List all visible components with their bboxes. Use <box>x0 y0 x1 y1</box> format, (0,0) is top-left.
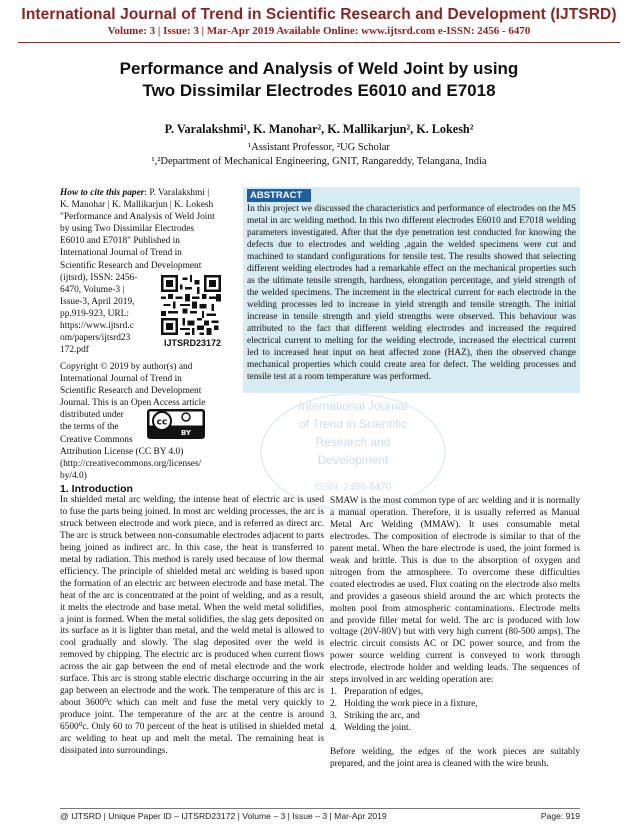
qr-code-icon <box>161 275 221 335</box>
list-item <box>330 711 580 723</box>
copyright-line: Attribution License (CC BY 4.0) <box>60 446 184 457</box>
paragraph-gap <box>330 735 580 747</box>
cc-by-license-icon <box>147 409 205 439</box>
list-number: 4. <box>330 723 338 734</box>
cc-badge-label: cc <box>156 417 168 428</box>
citation-url[interactable]: om/papers/ijtsrd23 <box>60 333 131 344</box>
paper-title <box>0 58 638 102</box>
copyright-line: Journal. This is an Open Access article <box>60 398 206 409</box>
copyright-line: Scientific Research and Development <box>60 386 202 397</box>
header-divider <box>18 42 620 43</box>
abstract-text: In this project we discussed the characteristics and performance of electrodes on the MS metal in arc welding method. In this two different electrodes E6010 and E7018 welding parameters investigated. After that the dye penetration test conducted for knowing the defects due to electrodes and welding ,again the welded specimens were cut and machined to standard configurations for tensile test. The results showed that selecting different welding electrodes had a remarkable effect on the mechanical properties such as the ultimate tensile strength, hardness, elongation percentage, and yield strength of the welded specimens. The increment in the electrical current for each electrode in the welding processes led to increase in yield strength and tensile strength. The initial increase in tensile strength and yield strengths were observed. This behaviour was attributed to the fact that different welding electrodes and increased the required electrical current to melting for the welding electrode, increased the electrical current led to increased heat input on heat affected zone (HAZ), then the observed change mechanical properties which could create area for defect. The welding processes and tensile test at a room temperature was performed. <box>247 204 576 382</box>
citation-line: : P. Varalakshmi | <box>144 188 210 198</box>
watermark-text: Development <box>317 453 389 467</box>
section-heading-introduction: 1. Introduction <box>60 483 133 495</box>
watermark-text: International Journal <box>298 399 408 413</box>
page-number: Page: 919 <box>540 811 580 821</box>
journal-watermark-logo <box>258 392 448 512</box>
citation-line: K. Manohar | K. Mallikarjun | K. Lokesh <box>60 200 214 211</box>
affiliation-department: ¹,²Department of Mechanical Engineering, GNIT, Rangareddy, Telangana, India <box>151 156 487 167</box>
list-number: 3. <box>330 711 338 722</box>
paper-authors: P. Varalakshmi¹, K. Manohar², K. Mallikarjun², K. Lokesh² <box>164 122 474 136</box>
copyright-line: distributed under <box>60 410 124 421</box>
citation-line: (ijtsrd), ISSN: 2456- <box>60 272 138 283</box>
citation-line: E6010 and E7018" Published in <box>60 236 180 247</box>
copyright-line: by/4.0) <box>60 470 87 481</box>
paper-title-line2: Two Dissimilar Electrodes E6010 and E7018 <box>142 81 496 100</box>
footer-divider <box>60 808 580 809</box>
journal-volume-line: Volume: 3 | Issue: 3 | Mar-Apr 2019 Available Online: www.ijtsrd.com e-ISSN: 2456 - 6470 <box>107 25 531 37</box>
citation-line: "Performance and Analysis of Weld Joint <box>60 212 215 223</box>
citation-line: International Journal of Trend in <box>60 248 182 259</box>
paragraph: Before welding, the edges of the work pieces are suitably prepared, and the joint area is cleaned with the wire brush. <box>330 747 580 770</box>
paragraph: SMAW is the most common type of arc welding and it is normally a manual operation. Therefore, it is usually referred as Manual Metal Arc Welding (MMAW). It uses consumable metal electrodes. The composition of electrode is similar to that of the parent metal. When the bare electrode is used, the joint formed is weak and brittle. This is due to the absorption of oxygen and nitrogen from the atmosphere. To overcome these difficulties coated electrodes ae used. Flux coating on the electrode also melts and provides a gaseous shield around the arc which protects the molten pool from atmospheric contaminations. Electrode melts and provide filler metal for weld. The arc is produced with low voltage (20V-80V) but with very high current (80-500 amps). The electric circuit consists AC or DC power source, and from the power source welding current is conveyed to work through electrode, electrode holder and welding leads. The sequences of steps involved in arc welding operation are: <box>330 496 580 686</box>
abstract-box <box>243 187 580 393</box>
watermark-text: Research and <box>315 435 391 449</box>
list-item-text: Striking the arc, and <box>344 711 420 722</box>
list-number: 1. <box>330 687 338 698</box>
steps-list <box>330 687 580 735</box>
list-item-text: Welding the joint. <box>344 723 411 734</box>
page-footer <box>60 811 580 821</box>
citation-url[interactable]: https://www.ijtsrd.c <box>60 321 134 332</box>
list-item <box>330 699 580 711</box>
citation-line: by using Two Dissimilar Electrodes <box>60 224 195 235</box>
citation-line: 6470, Volume-3 | <box>60 284 125 295</box>
citation-line: 172.pdf <box>60 345 89 356</box>
citation-line: pp.919-923, URL: <box>60 308 130 319</box>
copyright-line: Creative Commons <box>60 434 133 445</box>
copyright-line: the terms of the <box>60 422 119 433</box>
citation-line: Issue-3, April 2019, <box>60 296 135 307</box>
list-item <box>330 687 580 699</box>
abstract-heading: ABSTRACT <box>247 189 311 202</box>
citation-label: How to cite this paper <box>60 188 145 198</box>
paper-title-line1: Performance and Analysis of Weld Joint by using <box>119 59 519 78</box>
watermark-text: of Trend in Scientific <box>298 417 408 431</box>
footer-info: @ IJTSRD | Unique Paper ID – IJTSRD23172 | Volume – 3 | Issue – 3 | Mar-Apr 2019 <box>60 811 387 821</box>
svg-text:BY: BY <box>180 429 192 437</box>
body-column-right <box>330 496 580 771</box>
copyright-line: International Journal of Trend in <box>60 374 182 385</box>
copyright-line: Copyright © 2019 by author(s) and <box>60 362 193 372</box>
watermark-text: ISSN: 2456-6470 <box>314 482 392 493</box>
list-item-text: Holding the work piece in a fixture, <box>344 699 478 710</box>
list-item-text: Preparation of edges, <box>344 687 424 698</box>
affiliation-roles: ¹Assistant Professor, ²UG Scholar <box>248 142 390 153</box>
list-number: 2. <box>330 699 338 710</box>
license-url[interactable]: (http://creativecommons.org/licenses/ <box>60 458 202 469</box>
journal-title: International Journal of Trend in Scientific Research and Development (IJTSRD) <box>21 6 617 23</box>
paper-id-label: IJTSRD23172 <box>164 338 222 348</box>
list-item <box>330 723 580 735</box>
body-column-left: In shielded metal arc welding, the intense heat of electric arc is used to fuse the parts being joined. In most arc welding processes, the arc is struck between electrode and work piece, and is referred as direct arc. The arc is struck between non-consumable electrodes adjacent to parts being joined as indirect arc. In this case, the heat is transferred to metal by radiation. This method is rarely used because of low thermal efficiency. The principle of shielded metal arc welding is based upon the formation of an electric arc between electrode and base metal. The heat of the arc is concentrated at the point of welding, and as a result, it melts the electrode and base metal. When the weld metal solidifies, a joint is formed. When the metal solidifies, the slag gets deposited on its surface as it is lighter than metal, and the weld metal is allowed to cool gradually and slowly. The slag deposited over the weld is removed by chipping. The electric arc is produced when current flows across the air gap between the end of metal electrode and the work surface. This arc is strong stable electric discharge occurring in the air gap between an electrode and the work. The temperature of this arc is about 3600⁰c which can melt and fuse the metal very quickly to produce joint. The temperature of the arc at the centre is around 6500⁰c. Only 60 to 70 percent of the heat is utilised in shielded metal arc welding to heat up and melt the metal. The remaining heat is dissipated into surroundings. <box>60 495 324 757</box>
citation-line: Scientific Research and Development <box>60 260 202 271</box>
